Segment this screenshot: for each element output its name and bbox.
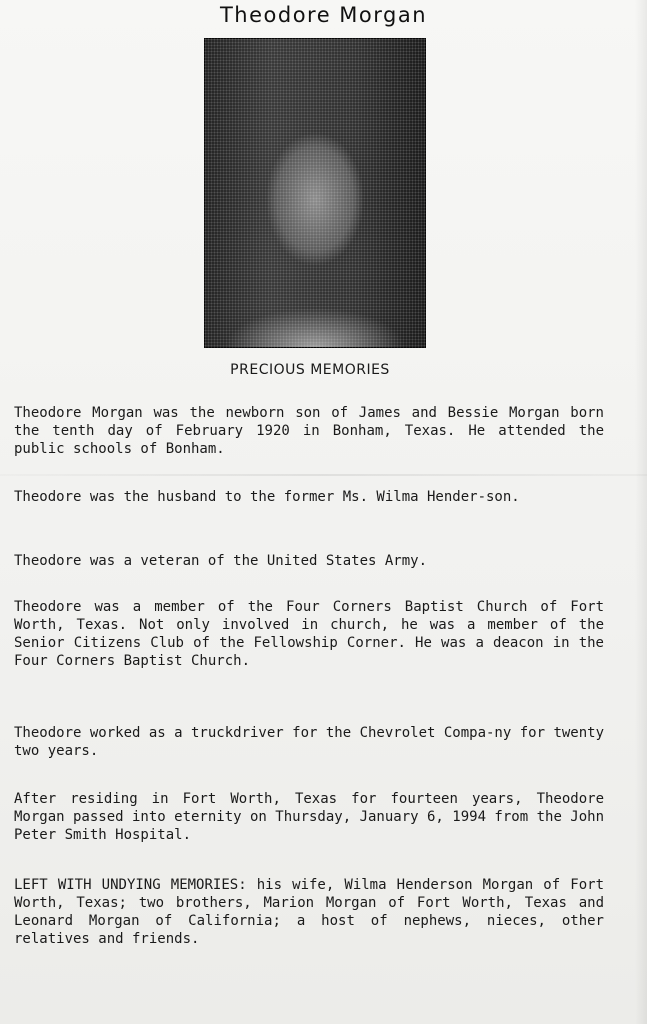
- halftone-pattern: [204, 38, 426, 348]
- paragraph-spouse: Theodore was the husband to the former Ms. Wilma Hender-son.: [14, 489, 520, 505]
- paragraph-birth: Theodore Morgan was the newborn son of James and Bessie Morgan born the tenth day of February 1920 in Bonham, Texas. He attended the public schools of Bonham.: [14, 405, 604, 457]
- page-title: Theodore Morgan: [219, 3, 428, 27]
- paper-edge-shadow: [635, 0, 647, 1024]
- paragraph-career: Theodore worked as a truckdriver for the Chevrolet Compa-ny for twenty two years.: [14, 725, 605, 759]
- paragraph-survivors: LEFT WITH UNDYING MEMORIES: his wife, Wilma Henderson Morgan of Fort Worth, Texas; two brothers, Marion Morgan of Fort Worth, Texas and Leonard Morgan of California; a host of nephews, nieces, other relatives and friends.: [14, 877, 604, 947]
- paragraph-passing: After residing in Fort Worth, Texas for fourteen years, Theodore Morgan passed into eternity on Thursday, January 6, 1994 from the John Peter Smith Hospital.: [14, 791, 605, 843]
- section-heading: PRECIOUS MEMORIES: [230, 362, 390, 378]
- paper-fold-line: [0, 474, 647, 476]
- paragraph-military: Theodore was a veteran of the United States Army.: [14, 553, 428, 569]
- paragraph-church: Theodore was a member of the Four Corners Baptist Church of Fort Worth, Texas. Not only involved in church, he was a member of the Senior Citizens Club of the Fellowship Corner. He was a deacon in the Four Corners Baptist Church.: [14, 599, 604, 669]
- portrait-photo: [204, 38, 426, 348]
